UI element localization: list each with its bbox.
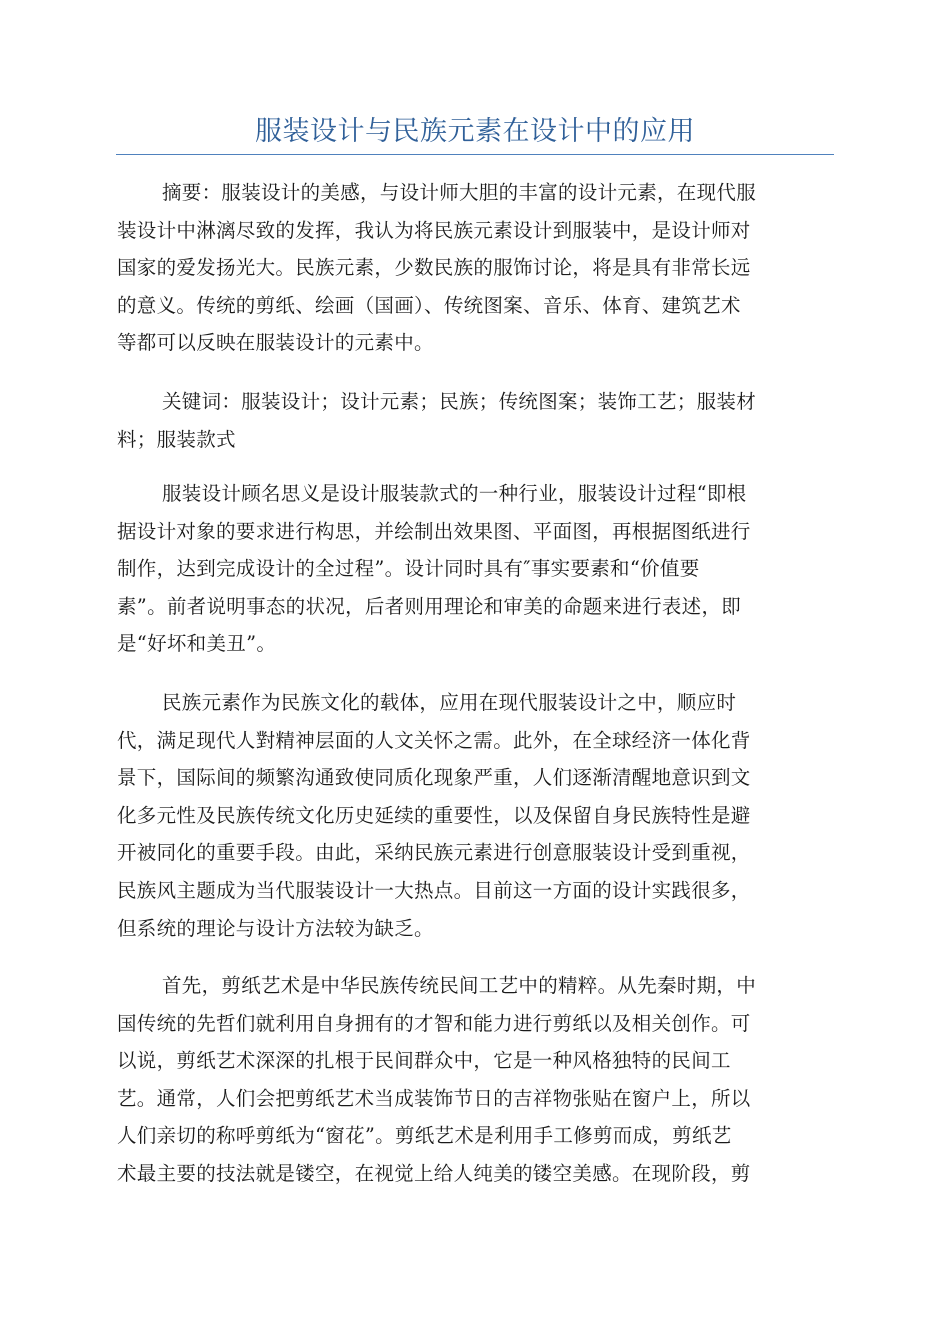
body-paragraph xyxy=(117,475,833,663)
paragraph-line: 艺。通常，人们会把剪纸艺术当成装饰节日的吉祥物张贴在窗户上，所以 xyxy=(117,1086,751,1110)
paragraph-line: 以说，剪纸艺术深深的扎根于民间群众中，它是一种风格独特的民间工 xyxy=(117,1049,731,1073)
paragraph-line: 据设计对象的要求进行构思，并绘制出效果图、平面图，再根据图纸进行 xyxy=(117,519,751,543)
body-paragraph xyxy=(117,967,833,1193)
paragraph-line: 民族风主题成为当代服装设计一大热点。目前这一方面的设计实践很多， xyxy=(117,878,751,902)
paragraph-line: 首先，剪纸艺术是中华民族传统民间工艺中的精粹。从先秦时期，中 xyxy=(162,974,757,997)
paragraph-line: 景下，国际间的频繁沟通致使同质化现象严重，人们逐渐清醒地意识到文 xyxy=(117,766,751,790)
paragraph-line: 但系统的理论与设计方法较为缺乏。 xyxy=(117,916,434,940)
paragraph-line: 料；服装款式 xyxy=(117,427,236,451)
paragraph-line: 素”。前者说明事态的状况，后者则用理论和审美的命题来进行表述，即 xyxy=(117,594,742,618)
abstract-paragraph xyxy=(117,174,833,362)
keywords-paragraph xyxy=(117,383,833,458)
paragraph-line: 代，满足现代人對精神层面的人文关怀之需。此外，在全球经济一体化背 xyxy=(117,728,751,752)
paragraph-line: 化多元性及民族传统文化历史延续的重要性，以及保留自身民族特性是避 xyxy=(117,803,751,827)
paragraph-line: 术最主要的技法就是镂空，在视觉上给人纯美的镂空美感。在现阶段，剪 xyxy=(117,1161,751,1185)
paragraph-line: 人们亲切的称呼剪纸为“窗花”。剪纸艺术是利用手工修剪而成，剪纸艺 xyxy=(117,1124,732,1148)
paragraph-line: 摘要：服装设计的美感，与设计师大胆的丰富的设计元素，在现代服 xyxy=(162,181,757,204)
paragraph-line: 民族元素作为民族文化的载体，应用在现代服装设计之中，顺应时 xyxy=(162,691,737,714)
paragraph-line: 开被同化的重要手段。由此，采纳民族元素进行创意服装设计受到重视， xyxy=(117,841,751,865)
paragraph-line: 制作，达到完成设计的全过程”。设计同时具有″事实要素和“价值要 xyxy=(117,557,700,581)
paragraph-line: 等都可以反映在服装设计的元素中。 xyxy=(117,331,434,355)
title-underline xyxy=(116,154,834,155)
paragraph-line: 是“好坏和美丑”。 xyxy=(117,632,277,656)
body-paragraph xyxy=(117,684,833,947)
paragraph-line: 国传统的先哲们就利用自身拥有的才智和能力进行剪纸以及相关创作。可 xyxy=(117,1011,751,1035)
paragraph-line: 装设计中淋漓尽致的发挥，我认为将民族元素设计到服装中，是设计师对 xyxy=(117,218,751,242)
document-title: 服装设计与民族元素在设计中的应用 xyxy=(255,116,695,147)
paragraph-line: 的意义。传统的剪纸、绘画（国画）、传统图案、音乐、体育、建筑艺术 xyxy=(117,293,741,317)
paragraph-line: 服装设计顾名思义是设计服装款式的一种行业，服装设计过程“即根 xyxy=(162,482,747,505)
paragraph-line: 关键词：服装设计；设计元素；民族；传统图案；装饰工艺；服装材 xyxy=(162,390,757,413)
paragraph-line: 国家的爱发扬光大。民族元素，少数民族的服饰讨论，将是具有非常长远 xyxy=(117,256,751,280)
